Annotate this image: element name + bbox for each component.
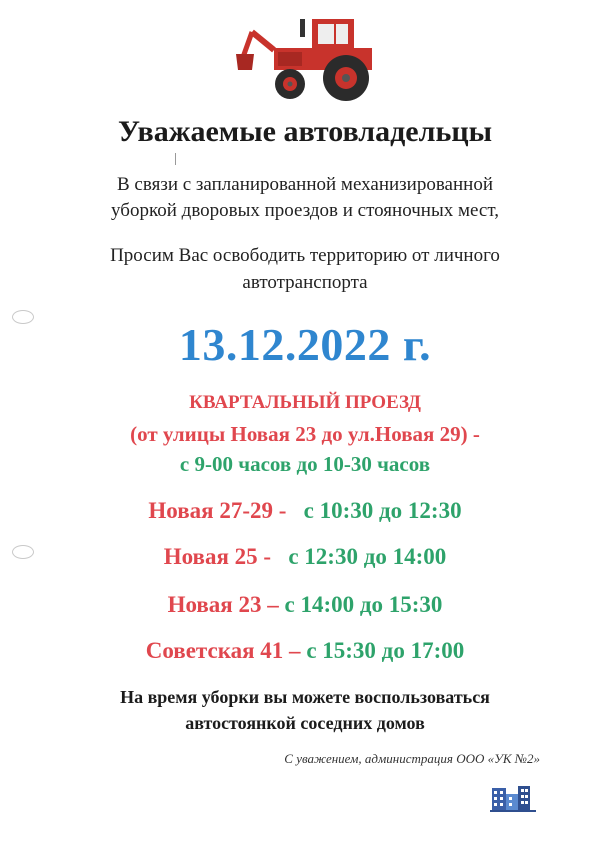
intro-line-4: автотранспорта — [242, 272, 368, 293]
schedule-row — [0, 592, 610, 618]
schedule-time: с 15:30 до 17:00 — [306, 638, 465, 663]
schedule-row — [0, 638, 610, 664]
intro-line-3: Просим Вас освободить территорию от личного — [110, 245, 500, 266]
schedule-row — [0, 498, 610, 524]
intro-line-2: уборкой дворовых проездов и стояночных мест, — [111, 200, 499, 221]
cleaning-date: 13.12.2022 г. — [178, 319, 432, 370]
schedule-place: Советская 41 – — [145, 638, 301, 663]
schedule-place: Новая 23 – — [167, 592, 279, 617]
schedule-time: с 10:30 до 12:30 — [303, 498, 462, 523]
company-logo — [490, 784, 536, 812]
page-title: Уважаемые автовладельцы — [117, 115, 493, 148]
tractor-icon — [234, 14, 384, 104]
schedule-row — [0, 544, 610, 570]
zone-title: КВАРТАЛЬНЫЙ ПРОЕЗД — [189, 392, 421, 413]
signature: С уважением, администрация ООО «УК №2» — [284, 751, 540, 766]
footer-note — [0, 684, 610, 736]
footer-line-2: автостоянкой соседних домов — [185, 713, 425, 733]
zone-range: (от улицы Новая 23 до ул.Новая 29) - — [130, 422, 480, 446]
schedule-time: с 12:30 до 14:00 — [288, 544, 447, 569]
zone-time: с 9-00 часов до 10-30 часов — [179, 452, 431, 476]
schedule-time: с 14:00 до 15:30 — [284, 592, 443, 617]
schedule-place: Новая 27-29 - — [148, 498, 287, 523]
intro-line-1: В связи с запланированной механизированной — [117, 174, 493, 195]
schedule-place: Новая 25 - — [163, 544, 272, 569]
scan-mark — [175, 153, 176, 165]
footer-line-1: На время уборки вы можете воспользоваться — [120, 687, 490, 707]
